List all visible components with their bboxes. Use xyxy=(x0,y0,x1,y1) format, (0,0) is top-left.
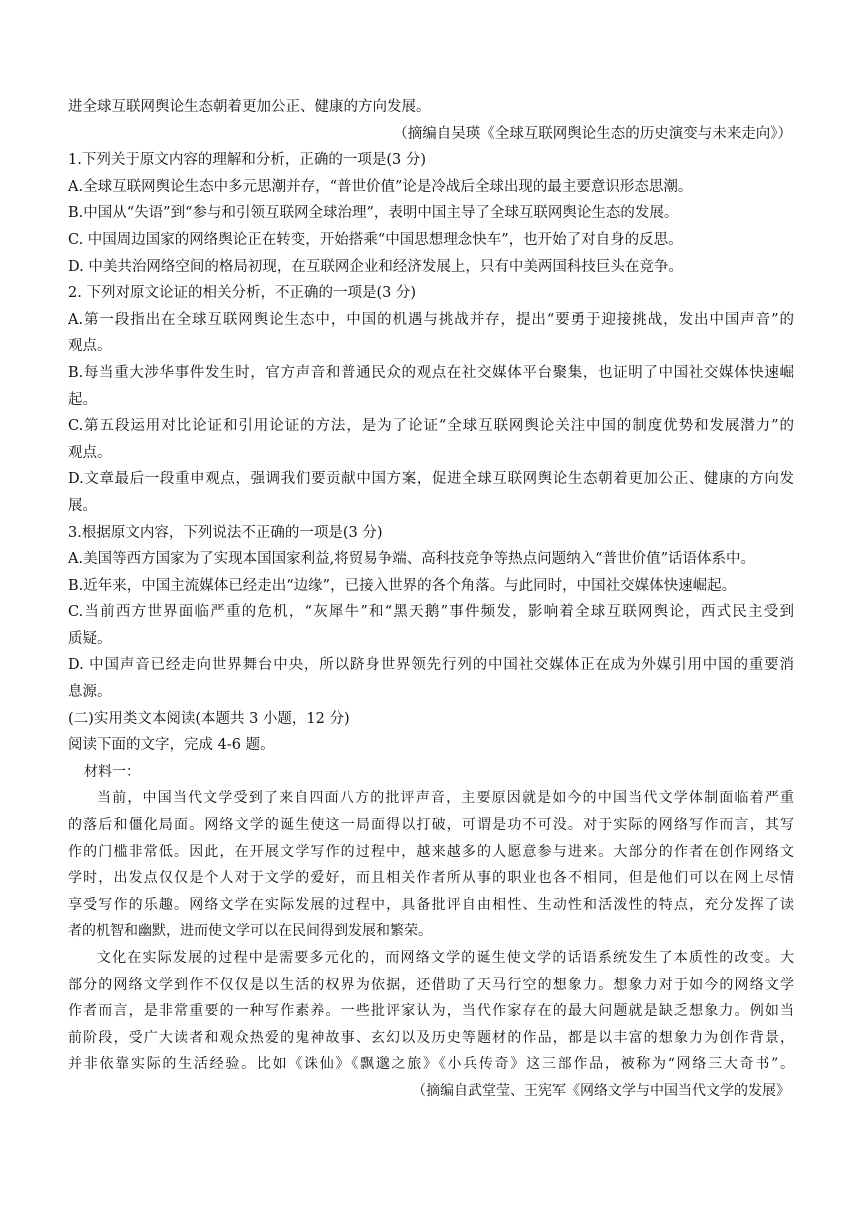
question-1-stem: 1.下列关于原文内容的理解和分析，正确的一项是(3 分) xyxy=(68,152,426,169)
paragraph-line: 并非依靠实际的生活经验。比如《诛仙》《飘邈之旅》《小兵传奇》这三部作品，被称为“网络三大奇书”。 xyxy=(68,1056,794,1073)
passage-source: （摘编自吴瑛《全球互联网舆论生态的历史演变与未来走向》） xyxy=(393,125,792,142)
section-2-heading: (二)实用类文本阅读(本题共 3 小题，12 分) xyxy=(68,710,350,727)
question-3-option-c-line2: 质疑。 xyxy=(68,630,112,647)
question-3-option-d-line2: 息源。 xyxy=(68,684,112,701)
question-2-option-d-line2: 展。 xyxy=(68,497,97,514)
question-2-option-a-line1: A.第一段指出在全球互联网舆论生态中，中国的机遇与挑战并存，提出“要勇于迎接挑战，发出中国声音”的 xyxy=(68,311,794,328)
paragraph-line: 的落后和僵化局面。网络文学的诞生使这一局面得以打破，可谓是功不可没。对于实际的网络写作而言，其写 xyxy=(68,817,794,834)
question-3-stem: 3.根据原文内容，下列说法不正确的一项是(3 分) xyxy=(68,524,383,541)
paragraph-line: 当前，中国当代文学受到了来自四面八方的批评声音，主要原因就是如今的中国当代文学体制面临着严重 xyxy=(97,790,794,807)
question-2-option-b-line1: B.每当重大涉华事件发生时，官方声音和普通民众的观点在社交媒体平台聚集，也证明了中国社交媒体快速崛 xyxy=(68,364,794,381)
paragraph-line: 者的机智和幽默，进而使文学可以在民间得到发展和繁荣。 xyxy=(68,923,432,940)
question-2-option-c-line1: C.第五段运用对比论证和引用论证的方法，是为了论证“全球互联网舆论关注中国的制度优势和发展潜力”的 xyxy=(68,418,794,435)
paragraph-line: 前阶段，受广大读者和观众热爱的鬼神故事、玄幻以及历史等题材的作品，都是以丰富的想象力为创作背景， xyxy=(68,1029,794,1046)
question-2-option-c-line2: 观点。 xyxy=(68,444,112,461)
question-2-option-b-line2: 起。 xyxy=(68,391,97,408)
paragraph-line: 作者而言，是非常重要的一种写作素养。一些批评家认为，当代作家存在的最大问题就是缺乏想象力。例如当 xyxy=(68,1003,794,1020)
material-label: 材料一： xyxy=(84,763,140,780)
section-2-instruction: 阅读下面的文字，完成 4-6 题。 xyxy=(68,737,275,754)
paragraph-line: 部分的网络文学到作不仅仅是以生活的权界为依据，还借助了天马行空的想象力。想象力对于如今的网络文学 xyxy=(68,976,794,993)
question-3-option-a: A.美国等西方国家为了实现本国国家利益,将贸易争端、高科技竞争等热点问题纳入“普世价值”话语体系中。 xyxy=(68,551,756,568)
material-paragraph-1 xyxy=(68,785,794,945)
paragraph-line: 学时，出发点仅仅是个人对于文学的爱好，而且相关作者所从事的职业也各不相同，但是他们可以在网上尽情 xyxy=(68,870,794,887)
question-1-option-c: C. 中国周边国家的网络舆论正在转变，开始搭乘“中国思想理念快车”，也开始了对自身的反思。 xyxy=(68,231,683,248)
question-2-option-a-line2: 观点。 xyxy=(68,338,112,355)
question-3-option-c-line1: C.当前西方世界面临严重的危机，“灰犀牛”和“黑天鹅”事件频发，影响着全球互联网舆论，西式民主受到 xyxy=(68,604,794,621)
passage-closing-line: 进全球互联网舆论生态朝着更加公正、健康的方向发展。 xyxy=(68,99,431,115)
material-source: （摘编自武堂莹、王宪军《网络文学与中国当代文学的发展》 xyxy=(412,1082,790,1099)
question-3-option-b: B.近年来，中国主流媒体已经走出“边缘”，已接入世界的各个角落。与此同时，中国社交媒体快速崛起。 xyxy=(68,577,737,594)
paragraph-line: 文化在实际发展的过程中是需要多元化的，而网络文学的诞生使文学的话语系统发生了本质性的改变。大 xyxy=(97,950,794,966)
material-paragraph-2 xyxy=(68,945,794,1078)
question-3-option-d-line1: D. 中国声音已经走向世界舞台中央，所以跻身世界领先行列的中国社交媒体正在成为外媒引用中国的重要消 xyxy=(68,657,794,674)
paragraph-line: 作的门槛非常低。因此，在开展文学写作的过程中，越来越多的人愿意参与进来。大部分的作者在创作网络文 xyxy=(68,843,794,860)
question-1-option-b: B.中国从“失语”到“参与和引领互联网全球治理”，表明中国主导了全球互联网舆论生态的发展。 xyxy=(68,205,679,222)
question-2-stem: 2. 下列对原文论证的相关分析，不正确的一项是(3 分) xyxy=(68,285,417,302)
question-1-option-a: A.全球互联网舆论生态中多元思潮并存，“普世价值”论是冷战后全球出现的最主要意识形态思潮。 xyxy=(68,178,693,195)
paragraph-line: 享受写作的乐趣。网络文学在实际发展的过程中，具备批评自由相性、生动性和活泼性的特点，充分发挥了读 xyxy=(68,896,794,913)
question-1-option-d: D. 中美共治网络空间的格局初现，在互联网企业和经济发展上，只有中美两国科技巨头在竞争。 xyxy=(68,258,683,275)
question-2-option-d-line1: D.文章最后一段重申观点，强调我们要贡献中国方案，促进全球互联网舆论生态朝着更加公正、健康的方向发 xyxy=(68,471,794,488)
